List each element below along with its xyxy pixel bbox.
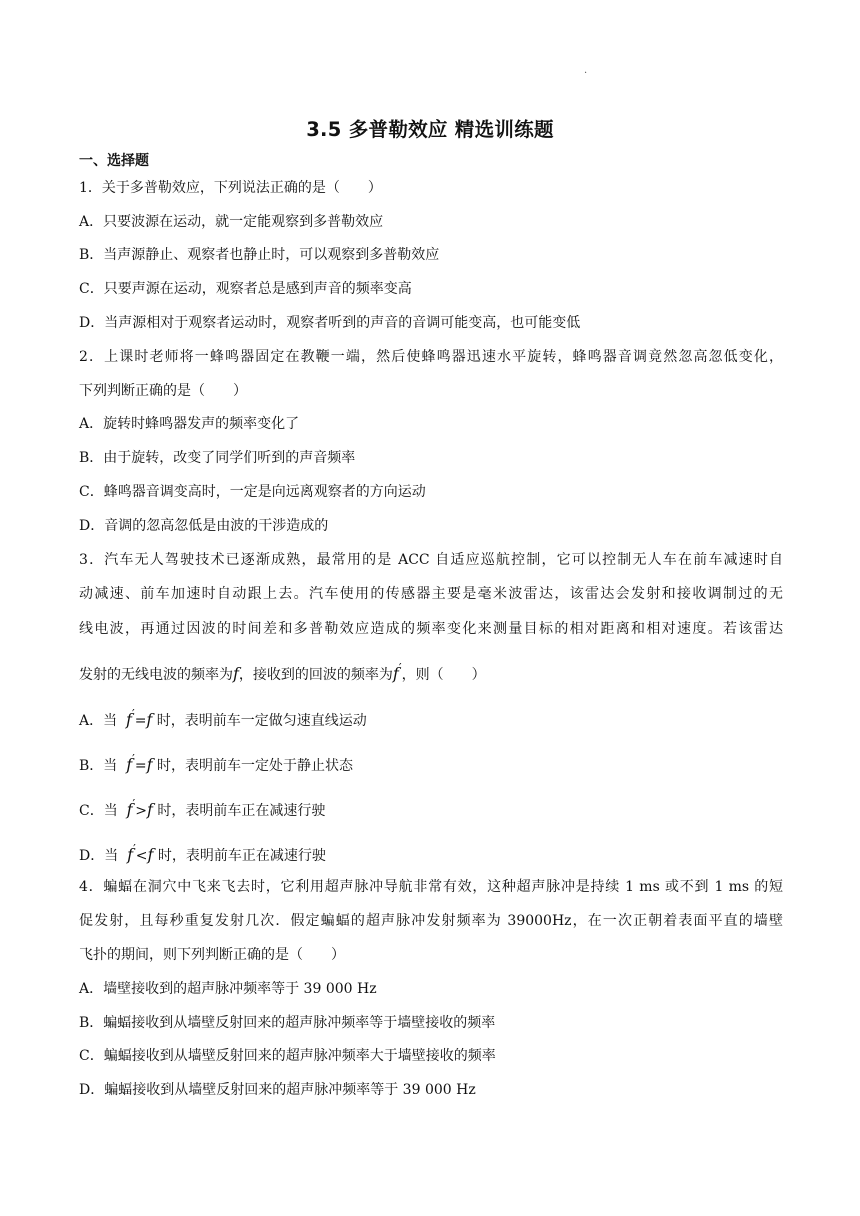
q2-stem-line2: 下列判断正确的是（ ） — [79, 383, 247, 399]
q4-option-a: A．墙壁接收到的超声脉冲频率等于 39 000 Hz — [79, 981, 377, 997]
frequency-f-prime: f′ — [126, 752, 135, 774]
section-heading: 一、选择题 — [79, 153, 149, 169]
q4-option-d: D．蝙蝠接收到从墙壁反射回来的超声脉冲频率等于 39 000 Hz — [79, 1082, 476, 1098]
q4-stem-line2: 促发射，且每秒重复发射几次．假定蝙蝠的超声脉冲发射频率为 39000Hz，在一次正朝着表面平直的墙壁 — [79, 913, 783, 929]
frequency-f-prime: f′ — [127, 842, 136, 864]
q3-stem-line4-part3: ，则（ ） — [401, 667, 486, 683]
frequency-f: f — [147, 800, 153, 819]
q3-option-b: B．当 f′=f 时，表明前车一定处于静止状态 — [79, 752, 353, 774]
header-dot: . — [584, 65, 588, 76]
q3-stem-line3: 线电波，再通过因波的时间差和多普勒效应造成的频率变化来测量目标的相对距离和相对速度。若该雷达 — [79, 621, 783, 637]
q2-option-c: C．蜂鸣器音调变高时，一定是向远离观察者的方向运动 — [79, 484, 426, 500]
page-title: 3.5 多普勒效应 精选训练题 — [306, 118, 554, 141]
q1-option-b: B．当声源静止、观察者也静止时，可以观察到多普勒效应 — [79, 247, 440, 263]
frequency-f: f — [146, 755, 153, 774]
q3-stem-line4 — [79, 658, 486, 685]
q3-stem-line4-part1: 发射的无线电波的频率为 — [79, 667, 233, 683]
q3-option-d: D．当 f′<f 时，表明前车正在减速行驶 — [79, 842, 326, 864]
q3-option-a: A．当 f′=f 时，表明前车一定做匀速直线运动 — [79, 707, 367, 729]
q1-option-a: A．只要波源在运动，就一定能观察到多普勒效应 — [79, 214, 384, 230]
frequency-f: f — [146, 710, 153, 729]
q1-option-c: C．只要声源在运动，观察者总是感到声音的频率变高 — [79, 281, 412, 297]
q4-stem-line3: 飞扑的期间，则下列判断正确的是（ ） — [79, 947, 345, 963]
frequency-f-prime: f′ — [126, 707, 135, 729]
q2-option-a: A．旋转时蜂鸣器发声的频率变化了 — [79, 416, 300, 432]
frequency-f-prime: f′ — [126, 797, 136, 819]
q2-stem-line1: 2．上课时老师将一蜂鸣器固定在教鞭一端，然后使蜂鸣器迅速水平旋转，蜂鸣器音调竟然忽高忽低变化， — [79, 349, 783, 365]
q3-stem-line1: 3．汽车无人驾驶技术已逐渐成熟，最常用的是 ACC 自适应巡航控制，它可以控制无人车在前车减速时自 — [79, 552, 783, 568]
q4-stem-line1: 4．蝙蝠在洞穴中飞来飞去时，它利用超声脉冲导航非常有效，这种超声脉冲是持续 1 ms 或不到 1 ms 的短 — [79, 879, 783, 895]
q1-stem: 1．关于多普勒效应，下列说法正确的是（ ） — [79, 180, 382, 196]
q1-option-d: D．当声源相对于观察者运动时，观察者听到的声音的音调可能变高，也可能变低 — [79, 315, 581, 331]
frequency-f: f — [147, 845, 154, 864]
q2-option-b: B．由于旋转，改变了同学们听到的声音频率 — [79, 450, 356, 466]
q4-option-b: B．蝙蝠接收到从墙壁反射回来的超声脉冲频率等于墙壁接收的频率 — [79, 1015, 496, 1031]
frequency-f-prime: f′ — [392, 661, 402, 683]
q2-option-d: D．音调的忽高忽低是由波的干涉造成的 — [79, 518, 329, 534]
q3-stem-line4-part2: ，接收到的回波的频率为 — [238, 667, 393, 683]
q4-option-c: C．蝙蝠接收到从墙壁反射回来的超声脉冲频率大于墙壁接收的频率 — [79, 1048, 496, 1064]
frequency-f: f — [233, 664, 239, 683]
q3-stem-line2: 动减速、前车加速时自动跟上去。汽车使用的传感器主要是毫米波雷达，该雷达会发射和接收调制过的无 — [79, 586, 783, 602]
q3-option-c: C．当 f′>f 时，表明前车正在减速行驶 — [79, 797, 326, 819]
